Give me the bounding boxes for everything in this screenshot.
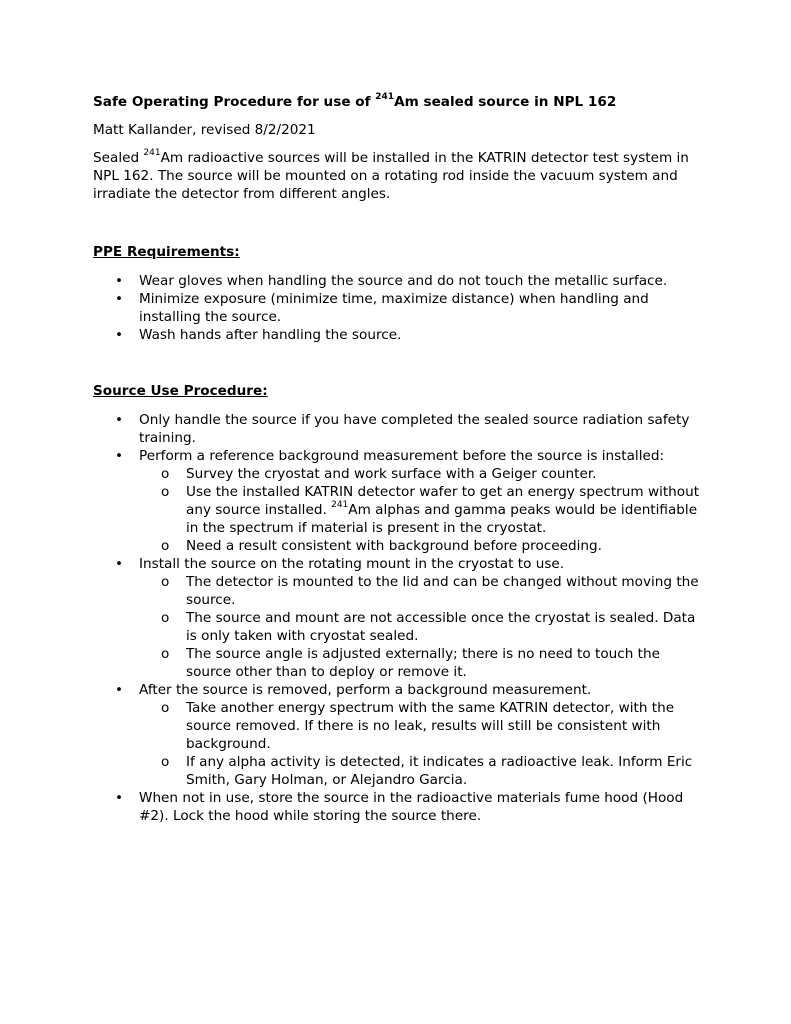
- procedure-item-text: When not in use, store the source in the radioactive materials fume hood (Hood #2). Lock the hood while storing the source there.: [139, 790, 684, 824]
- procedure-item: [93, 681, 703, 789]
- sub-bullet-icon: o: [161, 538, 170, 554]
- bullet-icon: •: [115, 291, 124, 307]
- ppe-item-text: Wash hands after handling the source.: [139, 327, 402, 343]
- intro-isotope-superscript: 241: [143, 148, 161, 159]
- sub-bullet-icon: o: [161, 466, 170, 482]
- procedure-subitem: [139, 537, 703, 555]
- procedure-sublist: [139, 699, 703, 789]
- bullet-icon: •: [115, 790, 124, 806]
- procedure-subitem: [139, 699, 703, 753]
- sub-bullet-icon: o: [161, 754, 170, 770]
- ppe-heading: PPE Requirements:: [93, 244, 240, 260]
- procedure-item: [93, 789, 703, 825]
- procedure-list: [93, 411, 703, 825]
- procedure-subitem-text: Need a result consistent with background before proceeding.: [186, 538, 602, 554]
- bullet-icon: •: [115, 448, 124, 464]
- bullet-icon: •: [115, 327, 124, 343]
- document-page: [93, 93, 703, 825]
- procedure-subitem: [139, 609, 703, 645]
- procedure-sublist: [139, 465, 703, 555]
- procedure-item: [93, 555, 703, 681]
- intro-prefix: Sealed: [93, 150, 144, 166]
- sub-bullet-icon: o: [161, 646, 170, 662]
- title-suffix: Am sealed source in NPL 162: [394, 94, 617, 110]
- title-prefix: Safe Operating Procedure for use of: [93, 94, 376, 110]
- procedure-sublist: [139, 573, 703, 681]
- procedure-item-text: After the source is removed, perform a background measurement.: [139, 682, 592, 698]
- procedure-subitem-text: The source angle is adjusted externally; there is no need to touch the source other than to deploy or remove it.: [186, 646, 660, 680]
- ppe-item-text: Minimize exposure (minimize time, maximize distance) when handling and installing the source.: [139, 291, 649, 325]
- ppe-item: [93, 290, 703, 326]
- procedure-item-text: Install the source on the rotating mount in the cryostat to use.: [139, 556, 565, 572]
- sub-bullet-icon: o: [161, 484, 170, 500]
- procedure-subitem: [139, 465, 703, 483]
- procedure-heading: Source Use Procedure:: [93, 383, 268, 399]
- ppe-list: [93, 272, 703, 344]
- sub-bullet-icon: o: [161, 574, 170, 590]
- ppe-item: [93, 272, 703, 290]
- procedure-subitem: [139, 573, 703, 609]
- procedure-item-text: Perform a reference background measurement before the source is installed:: [139, 448, 665, 464]
- subitem-suffix: Am alphas and gamma peaks would be identifiable in the spectrum if material is present in the cryostat.: [186, 502, 698, 536]
- procedure-subitem-text: The source and mount are not accessible once the cryostat is sealed. Data is only taken with cryostat sealed.: [186, 610, 696, 644]
- procedure-subitem-text: Take another energy spectrum with the same KATRIN detector, with the source removed. If there is no leak, results will still be consistent with background.: [186, 700, 675, 752]
- subitem-prefix: Use the installed KATRIN detector wafer to get an energy spectrum without any source installed.: [186, 484, 700, 518]
- procedure-subitem: [139, 483, 703, 537]
- title-isotope-superscript: 241: [375, 92, 395, 103]
- intro-paragraph: [93, 149, 703, 203]
- procedure-subitem-text: [186, 483, 703, 537]
- ppe-item-text: Wear gloves when handling the source and do not touch the metallic surface.: [139, 273, 668, 289]
- intro-suffix: Am radioactive sources will be installed in the KATRIN detector test system in NPL 162. The source will be mounted on a rotating rod inside the vacuum system and irradiate the detector from different angles.: [93, 150, 689, 202]
- sub-bullet-icon: o: [161, 610, 170, 626]
- document-title: [93, 93, 703, 111]
- procedure-item: [93, 447, 703, 555]
- procedure-subitem-text: The detector is mounted to the lid and can be changed without moving the source.: [186, 574, 699, 608]
- bullet-icon: •: [115, 682, 124, 698]
- procedure-subitem: [139, 753, 703, 789]
- procedure-subitem-text: If any alpha activity is detected, it indicates a radioactive leak. Inform Eric Smith, Gary Holman, or Alejandro Garcia.: [186, 754, 693, 788]
- procedure-item-text: Only handle the source if you have completed the sealed source radiation safety training.: [139, 412, 690, 446]
- author-line: Matt Kallander, revised 8/2/2021: [93, 122, 316, 138]
- ppe-item: [93, 326, 703, 344]
- procedure-subitem-text: Survey the cryostat and work surface with a Geiger counter.: [186, 466, 597, 482]
- bullet-icon: •: [115, 556, 124, 572]
- sub-bullet-icon: o: [161, 700, 170, 716]
- subitem-isotope-superscript: 241: [331, 500, 349, 511]
- procedure-subitem: [139, 645, 703, 681]
- bullet-icon: •: [115, 273, 124, 289]
- bullet-icon: •: [115, 412, 124, 428]
- procedure-item: [93, 411, 703, 447]
